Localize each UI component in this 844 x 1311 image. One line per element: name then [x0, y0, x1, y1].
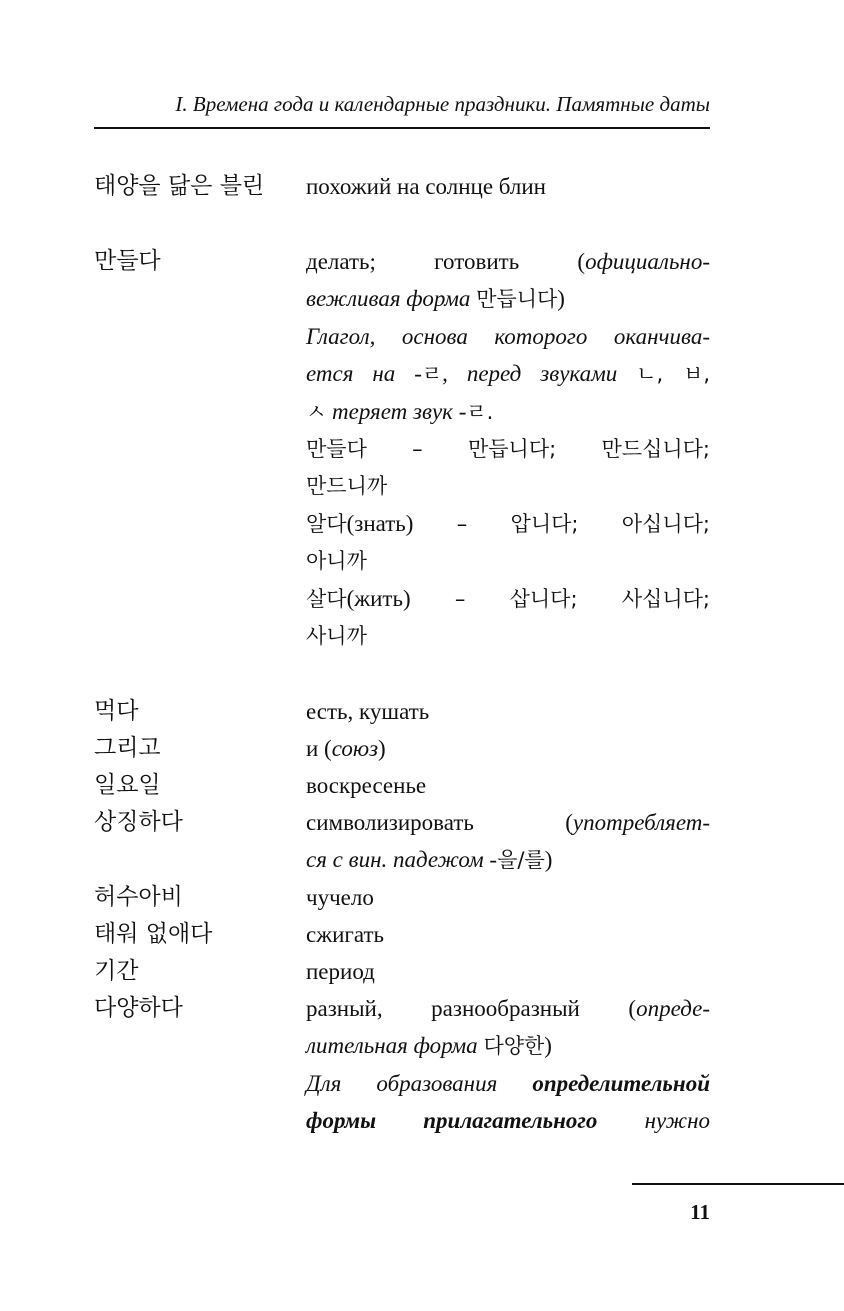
gloss: (знать)	[346, 511, 414, 536]
vocab-term: 일요일	[94, 772, 161, 798]
vocab-definition	[306, 990, 710, 1139]
definition-line	[306, 1027, 710, 1065]
vocab-term: 그리고	[94, 735, 161, 761]
footer-divider	[632, 1183, 844, 1185]
grammar-note	[306, 393, 710, 431]
header-divider	[94, 127, 710, 129]
definition-line: чучело	[306, 885, 374, 910]
korean-form: – 삽니다; 사십니다;	[410, 587, 710, 611]
vocab-definition	[306, 243, 710, 655]
grammar-note: лительная форма	[306, 1033, 478, 1058]
vocab-definition	[306, 804, 710, 879]
vocab-term: 태양을 닮은 블린	[94, 173, 265, 199]
grammar-emphasis: формы прилагательного	[306, 1108, 598, 1133]
conjugation-example: 아니까	[306, 549, 367, 573]
grammar-text: нужно	[597, 1108, 710, 1133]
definition-line: есть, кушать	[306, 699, 430, 724]
definition-text: символизировать (	[306, 810, 573, 835]
vocab-entry	[94, 767, 710, 804]
gloss: (жить)	[346, 586, 411, 611]
conjugation-example	[306, 580, 710, 618]
vocab-term: 태워 없애다	[94, 921, 213, 947]
vocab-term: 기간	[94, 958, 139, 984]
grammar-note	[306, 355, 710, 393]
korean-form: – 압니다; 아십니다;	[413, 512, 710, 536]
vocab-entry	[94, 693, 710, 730]
definition-text: )	[557, 286, 565, 311]
korean-form: 다양한	[483, 1034, 545, 1058]
definition-line	[306, 804, 710, 841]
korean-form: ㄹ	[421, 362, 443, 386]
vocab-term: 만들다	[94, 248, 161, 274]
definition-line: период	[306, 959, 375, 984]
vocab-entry	[94, 730, 710, 767]
korean-form: ㄴ, ㅂ,	[636, 362, 710, 386]
definition-text: )	[378, 736, 386, 761]
definition-line	[306, 280, 710, 318]
korean-form: 을/를	[497, 848, 545, 872]
vocab-definition	[306, 879, 710, 916]
definition-line: воскресенье	[306, 773, 427, 798]
vocab-entry	[94, 804, 710, 879]
vocab-definition	[306, 767, 710, 804]
korean-form: ㄹ.	[466, 400, 494, 424]
definition-text: разный, разнообразный (	[306, 996, 637, 1021]
vocab-term: 먹다	[94, 698, 139, 724]
vocab-term: 허수아비	[94, 884, 183, 910]
vocab-definition	[306, 953, 710, 990]
vocabulary-list	[94, 168, 710, 1139]
vocab-entry	[94, 916, 710, 953]
vocab-definition	[306, 730, 710, 767]
korean-form: ㅅ	[306, 400, 327, 424]
definition-line	[306, 730, 710, 767]
grammar-note: опреде-	[636, 996, 710, 1021]
conjugation-example: 만드니까	[306, 474, 388, 498]
vocab-entry	[94, 243, 710, 655]
vocab-entry	[94, 953, 710, 990]
grammar-note	[306, 1102, 710, 1139]
entry-spacer	[94, 205, 710, 243]
vocab-term: 다양하다	[94, 995, 183, 1021]
definition-text: )	[544, 1033, 552, 1058]
korean-form: 살다	[306, 587, 347, 611]
grammar-emphasis: определительной	[532, 1071, 710, 1096]
grammar-note: официально-	[585, 249, 710, 274]
grammar-note: употребляет-	[572, 810, 710, 835]
vocab-entry	[94, 990, 710, 1139]
definition-line: похожий на солнце блин	[306, 174, 546, 199]
vocab-entry	[94, 168, 710, 205]
definition-line: сжигать	[306, 922, 384, 947]
grammar-note	[306, 1065, 710, 1102]
korean-form: 만듭니다	[476, 287, 558, 311]
page-number: 11	[690, 1200, 710, 1224]
korean-form: 알다	[306, 512, 347, 536]
grammar-note: Глагол, основа которого оканчива-	[306, 324, 710, 349]
vocab-entry	[94, 879, 710, 916]
grammar-text: , перед звуками	[442, 361, 637, 386]
definition-line	[306, 990, 710, 1027]
grammar-note: ся с вин. падежом -	[306, 847, 498, 872]
grammar-text: ется на -	[306, 361, 422, 386]
entry-spacer	[94, 655, 710, 693]
definition-text: и (	[306, 736, 332, 761]
grammar-note: союз	[331, 736, 379, 761]
vocab-definition	[306, 916, 710, 953]
running-head: I. Времена года и календарные праздники. Памятные даты	[175, 92, 710, 116]
conjugation-example: 만들다 – 만듭니다; 만드십니다;	[306, 437, 710, 461]
grammar-note: вежливая форма	[306, 286, 471, 311]
grammar-text: теряет звук -	[326, 399, 467, 424]
vocab-definition	[306, 693, 710, 730]
definition-text: делать; готовить (	[306, 249, 586, 274]
conjugation-example: 사니까	[306, 624, 367, 648]
vocab-definition	[306, 168, 710, 205]
conjugation-example	[306, 505, 710, 543]
definition-line	[306, 243, 710, 280]
definition-line	[306, 841, 710, 879]
definition-text: )	[544, 847, 553, 872]
grammar-text: Для образования	[306, 1071, 533, 1096]
vocab-term: 상징하다	[94, 809, 183, 835]
